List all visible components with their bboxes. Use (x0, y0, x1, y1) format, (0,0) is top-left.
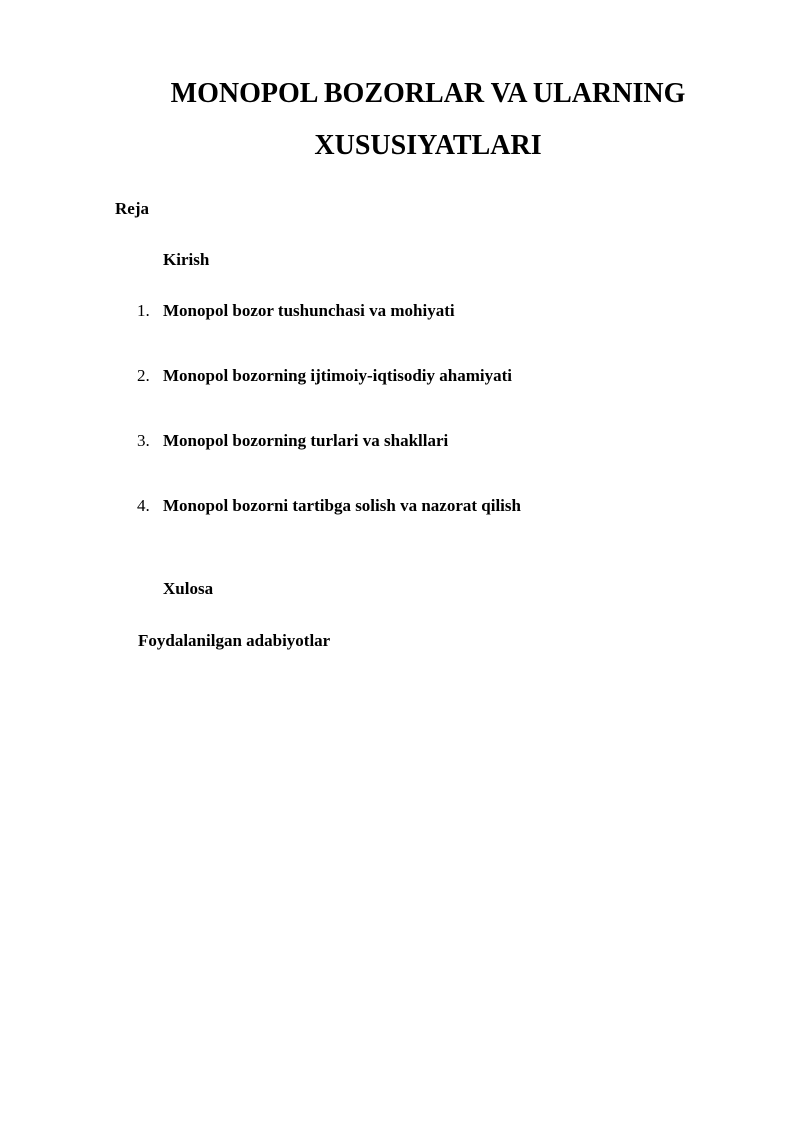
plan-item-number: 1. (137, 301, 150, 320)
plan-item (137, 301, 455, 321)
plan-item-text: Monopol bozor tushunchasi va mohiyati (163, 301, 455, 320)
plan-item-text: Monopol bozorni tartibga solish va nazorat qilish (163, 496, 521, 515)
plan-item-text: Monopol bozorning turlari va shakllari (163, 431, 449, 450)
plan-item (137, 496, 521, 516)
plan-item-number: 3. (137, 431, 150, 450)
document-title-line-2: XUSUSIYATLARI (314, 130, 542, 161)
plan-item (137, 431, 448, 451)
plan-item-number: 4. (137, 496, 150, 515)
plan-item (137, 366, 512, 386)
plan-item-number: 2. (137, 366, 150, 385)
document-title-line-1: MONOPOL BOZORLAR VA ULARNING (170, 78, 686, 109)
plan-conclusion: Xulosa (163, 579, 214, 598)
plan-intro: Kirish (163, 250, 210, 269)
plan-references: Foydalanilgan adabiyotlar (138, 631, 331, 650)
plan-heading: Reja (115, 199, 149, 218)
plan-item-text: Monopol bozorning ijtimoiy-iqtisodiy ahamiyati (163, 366, 512, 385)
